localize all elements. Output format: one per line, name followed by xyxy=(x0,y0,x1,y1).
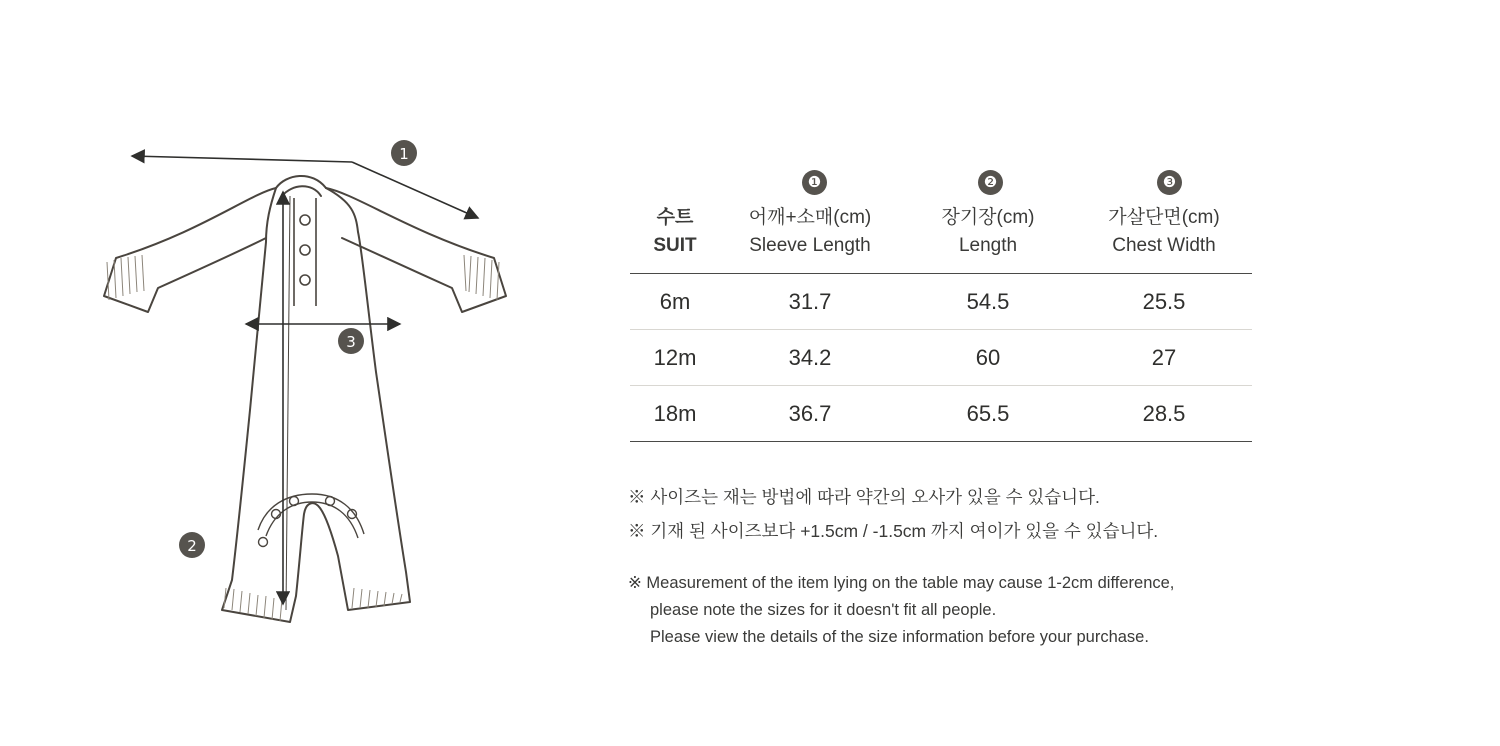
header-chest-kr: 가살단면(cm) xyxy=(1108,207,1220,228)
cell-size: 12m xyxy=(630,330,720,386)
table-row xyxy=(630,330,1252,386)
marker-3-label: 3 xyxy=(346,333,356,351)
header-length-en: Length xyxy=(958,234,1018,256)
badge-2: ❷ xyxy=(978,170,1003,195)
table-row xyxy=(630,274,1252,330)
header-sleeve xyxy=(720,204,900,274)
header-size-kr: 수트 xyxy=(656,207,694,228)
cell-size: 6m xyxy=(630,274,720,330)
garment-outline xyxy=(104,176,506,622)
cell-sleeve: 34.2 xyxy=(720,330,900,386)
cell-sleeve: 31.7 xyxy=(720,274,900,330)
note-en-block xyxy=(628,570,1328,650)
marker-2-label: 2 xyxy=(187,537,197,555)
note-en-3: Please view the details of the size information before your purchase. xyxy=(650,627,1149,646)
note-en-1: ※ Measurement of the item lying on the table may cause 1-2cm difference, xyxy=(628,574,1175,593)
table-header-row xyxy=(630,204,1252,274)
size-table xyxy=(630,204,1252,442)
badge-1: ❶ xyxy=(802,170,827,195)
cell-length: 60 xyxy=(900,330,1076,386)
crotch-snaps xyxy=(258,494,364,547)
notes-block xyxy=(628,480,1328,650)
note-en-2: please note the sizes for it doesn't fit all people. xyxy=(650,600,997,619)
marker-2 xyxy=(179,532,205,558)
cell-chest: 25.5 xyxy=(1076,274,1252,330)
cell-sleeve: 36.7 xyxy=(720,386,900,442)
note-kr-2: ※ 기재 된 사이즈보다 +1.5cm / -1.5cm 까지 여이가 있을 수 있습니다. xyxy=(628,521,1159,542)
note-kr-1: ※ 사이즈는 재는 방법에 따라 약간의 오사가 있을 수 있습니다. xyxy=(628,487,1100,507)
header-chest xyxy=(1076,204,1252,274)
cell-chest: 27 xyxy=(1076,330,1252,386)
column-badges xyxy=(630,170,1270,204)
badge-3: ❸ xyxy=(1157,170,1182,195)
marker-3 xyxy=(338,328,364,354)
size-table-area xyxy=(630,170,1270,442)
marker-1-label: 1 xyxy=(399,145,409,163)
header-size xyxy=(630,204,720,274)
button-placket xyxy=(294,198,316,306)
stitch-hatching xyxy=(107,255,499,621)
marker-1 xyxy=(391,140,417,166)
romper-illustration xyxy=(80,110,640,650)
header-length xyxy=(900,204,1076,274)
cell-chest: 28.5 xyxy=(1076,386,1252,442)
cell-length: 65.5 xyxy=(900,386,1076,442)
header-sleeve-en: Sleeve Length xyxy=(749,234,871,256)
center-fold-line xyxy=(286,196,290,610)
header-size-en: SUIT xyxy=(653,234,697,256)
cell-length: 54.5 xyxy=(900,274,1076,330)
table-row xyxy=(630,386,1252,442)
cell-size: 18m xyxy=(630,386,720,442)
header-length-kr: 장기장(cm) xyxy=(941,207,1035,228)
header-chest-en: Chest Width xyxy=(1112,234,1216,256)
header-sleeve-kr: 어깨+소매(cm) xyxy=(748,207,872,228)
